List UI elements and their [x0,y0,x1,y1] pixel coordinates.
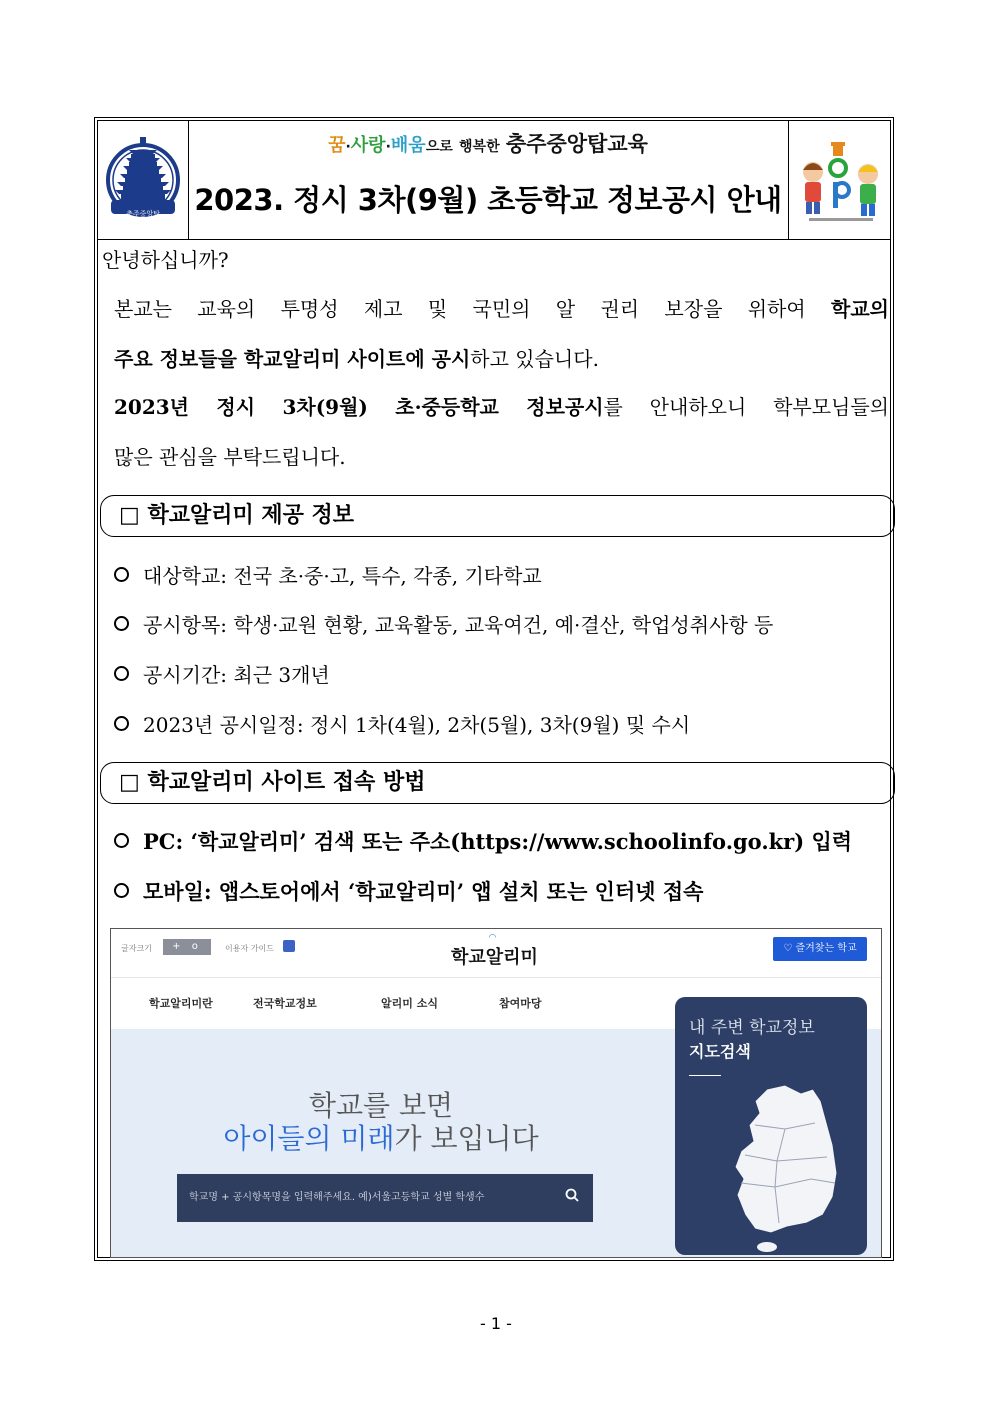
map-search-card[interactable] [675,997,867,1255]
list-item [114,609,773,638]
font-size-control[interactable]: + o − [163,939,211,955]
logo-caption: 충주중앙탑 [126,210,160,218]
motto-sep: · [385,139,391,155]
list-item [114,709,690,738]
site-logo-text: 학교알리미 [451,947,538,968]
notice-line-2: 많은 관심을 부탁드립니다. [114,445,346,469]
text-run-bold: 2023년 정시 3차(9월) 초·중등학교 정보공시 [114,395,604,419]
list-item [114,826,852,856]
text-run: 본교는 교육의 투명성 제고 및 국민의 알 권리 보장을 위하여 [114,297,832,321]
intro-paragraph [114,284,889,384]
list-item-text: 공시기간: 최근 3개년 [143,663,330,687]
guide-icon[interactable] [283,940,295,952]
text-run-bold: 주요 정보들을 학교알리미 사이트에 공시 [114,347,471,371]
list-item [114,659,330,688]
motto-happy: 행복한 [459,139,500,155]
motto [188,128,788,158]
motto-word-love: 사랑 [350,135,386,156]
section-heading-info: □ 학교알리미 제공 정보 [100,495,895,537]
top-mascot-icon [789,120,892,239]
list-item-text: 공시항목: 학생·교원 현황, 교육활동, 교육여건, 예·결산, 학업성취사항 등 [143,613,774,637]
site-topbar [111,929,881,978]
intro-line-2 [114,334,889,384]
search-icon[interactable] [565,1188,579,1202]
website-screenshot [110,928,882,1258]
list-item-text: 모바일: 앱스토어에서 ‘학교알리미’ 앱 설치 또는 인터넷 접속 [143,879,704,904]
list-item-text: PC: ‘학교알리미’ 검색 또는 주소(https://www.schoolinfo.go.kr) 입력 [143,829,853,854]
font-size-label: 글자크기 [121,944,152,953]
section-heading-access: □ 학교알리미 사이트 접속 방법 [100,762,895,804]
wifi-icon: ◠ [489,933,496,943]
circle-bullet-icon [114,567,129,582]
motto-word-dream: 꿈 [328,135,346,156]
circle-bullet-icon [114,716,129,731]
page-number: - 1 - [480,1314,512,1333]
circle-bullet-icon [114,616,129,631]
nav-item-schools[interactable]: 전국학교정보 [253,997,317,1010]
map-card-title: 내 주변 학교정보 [689,1018,815,1038]
notice-line-1 [114,382,889,432]
text-run-bold: 학교의 [831,297,889,321]
text-run: 를 안내하오니 학부모님들의 [603,395,889,419]
intro-line-1 [114,284,889,334]
nav-item-about[interactable]: 학교알리미란 [149,997,213,1010]
motto-word-learn: 배움 [390,135,426,156]
circle-bullet-icon [114,666,129,681]
site-logo[interactable] [451,933,538,969]
hero-line-2 [111,1117,651,1157]
list-item-text: 대상학교: 전국 초·중·고, 특수, 각종, 기타학교 [143,564,542,588]
nav-item-participate[interactable]: 참여마당 [499,997,542,1010]
notice-paragraph [114,382,889,482]
user-guide-link[interactable]: 이용자 가이드 [225,944,274,953]
text-run: 하고 있습니다. [470,347,599,371]
hero-highlight: 아이들의 미래 [223,1122,395,1155]
mascot-cell [788,120,891,239]
list-item [114,876,703,906]
arrow-right-icon [689,1075,721,1076]
korea-map-icon [715,1083,855,1253]
nav-item-news[interactable]: 알리미 소식 [381,997,438,1010]
document-title: 2023. 정시 3차(9월) 초등학교 정보공시 안내 [194,183,782,217]
motto-sep: · [345,139,351,155]
hero-line-1: 학교를 보면 [308,1089,454,1122]
map-card-subtitle: 지도검색 [689,1042,751,1061]
motto-org: 충주중앙탑교육 [505,132,648,156]
list-item [114,560,542,589]
pagoda-seal-icon [97,120,189,239]
search-input[interactable] [177,1174,593,1222]
search-placeholder: 학교명 + 공시항목명을 입력해주세요. 예)서울고등학교 성별 학생수 [189,1192,485,1203]
school-logo-cell [97,120,189,239]
circle-bullet-icon [114,833,129,848]
motto-tail: 으로 [425,139,453,155]
circle-bullet-icon [114,883,129,898]
hero-line-2-rest: 가 보입니다 [394,1122,539,1155]
favorite-schools-button[interactable]: ♡ 즐겨찾는 학교 [773,937,867,961]
list-item-text: 2023년 공시일정: 정시 1차(4월), 2차(5월), 3차(9월) 및 수시 [143,713,691,737]
greeting: 안녕하십니까? [102,248,229,272]
